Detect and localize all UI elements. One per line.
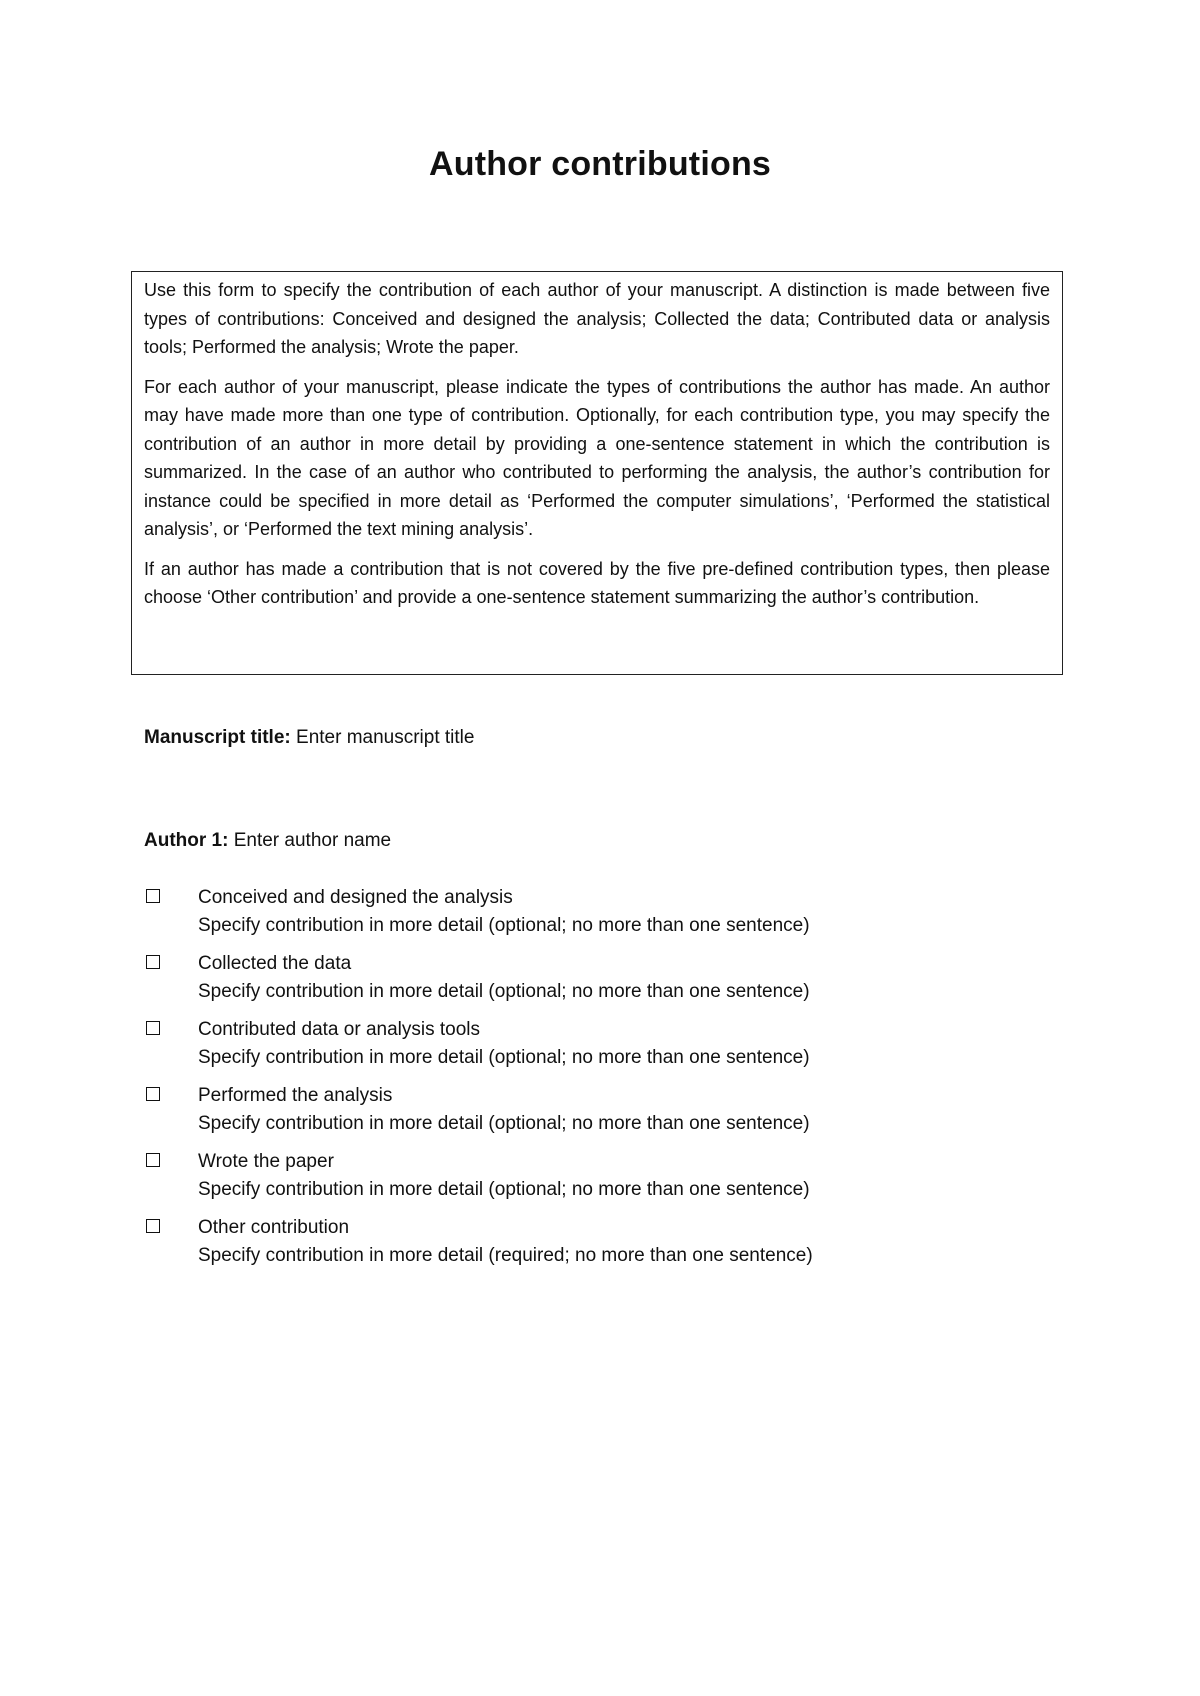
checkbox-wrote-paper[interactable] — [146, 1153, 160, 1167]
checkbox-conceived-designed[interactable] — [146, 889, 160, 903]
instructions-box — [131, 271, 1063, 675]
instructions-paragraph-2: For each author of your manuscript, please indicate the types of contributions the author has made. An author may have made more than one type of contribution. Optionally, for each contribution type, you may specify the contribution of an author in more detail by providing a one-sentence statement in which the contribution is summarized. In the case of an author who contributed to performing the analysis, the author’s contribution for instance could be specified in more detail as ‘Performed the computer simulations’, ‘Performed the statistical analysis’, or ‘Performed the text mining analysis’. — [144, 376, 1050, 539]
instructions-paragraph-3: If an author has made a contribution that is not covered by the five pre-defined contribution types, then please choose ‘Other contribution’ and provide a one-sentence statement summarizing the author’s contribution. — [144, 558, 1050, 607]
contribution-item — [144, 1214, 1044, 1280]
contribution-item — [144, 1082, 1044, 1148]
checkbox-collected-data[interactable] — [146, 955, 160, 969]
contribution-detail-field[interactable]: Specify contribution in more detail (optional; no more than one sentence) — [198, 915, 810, 936]
contribution-item — [144, 1016, 1044, 1082]
contribution-item — [144, 950, 1044, 1016]
manuscript-title-row — [144, 727, 474, 749]
contribution-detail-field[interactable]: Specify contribution in more detail (optional; no more than one sentence) — [198, 981, 810, 1002]
contribution-detail-field[interactable]: Specify contribution in more detail (optional; no more than one sentence) — [198, 1179, 810, 1200]
checkbox-other-contribution[interactable] — [146, 1219, 160, 1233]
checkbox-contributed-tools[interactable] — [146, 1021, 160, 1035]
contribution-detail-field[interactable]: Specify contribution in more detail (optional; no more than one sentence) — [198, 1113, 810, 1134]
contribution-detail-field[interactable]: Specify contribution in more detail (required; no more than one sentence) — [198, 1245, 813, 1266]
contribution-item — [144, 1148, 1044, 1214]
contribution-label: Conceived and designed the analysis — [198, 887, 513, 908]
contribution-detail-field[interactable]: Specify contribution in more detail (optional; no more than one sentence) — [198, 1047, 810, 1068]
contribution-label: Contributed data or analysis tools — [198, 1019, 480, 1040]
contribution-label: Other contribution — [198, 1217, 350, 1238]
instructions-paragraph-1: Use this form to specify the contribution of each author of your manuscript. A distinction is made between five types of contributions: Conceived and designed the analysis; Collected the data; Contributed data or analysis tools; Performed the analysis; Wrote the paper. — [144, 280, 1050, 357]
author-name-field[interactable]: Enter author name — [233, 830, 392, 851]
author-row — [144, 830, 391, 852]
contribution-label: Performed the analysis — [198, 1085, 393, 1106]
contribution-label: Wrote the paper — [198, 1151, 334, 1172]
page-title: Author contributions — [428, 145, 772, 183]
manuscript-title-field[interactable]: Enter manuscript title — [296, 727, 475, 748]
contribution-label: Collected the data — [198, 953, 352, 974]
contribution-item — [144, 884, 1044, 950]
author-label: Author 1: — [144, 830, 229, 851]
checkbox-performed-analysis[interactable] — [146, 1087, 160, 1101]
manuscript-title-label: Manuscript title: — [144, 727, 291, 748]
contribution-list — [144, 884, 1044, 1280]
